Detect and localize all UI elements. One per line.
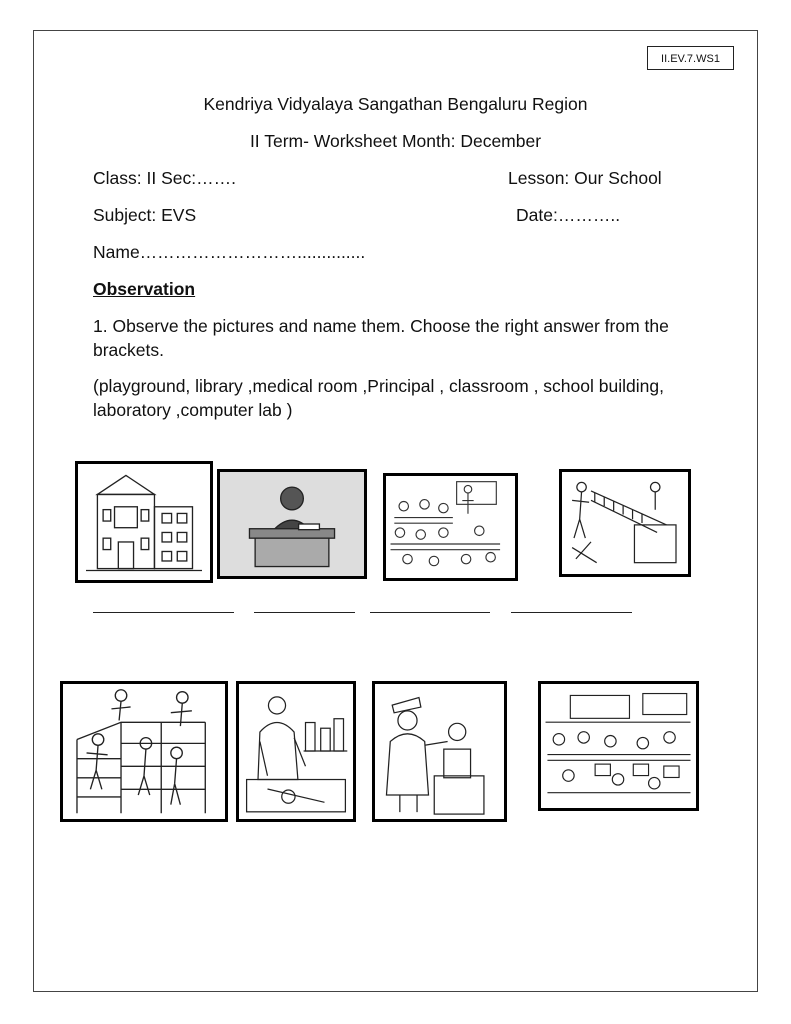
term-title: II Term- Worksheet Month: December [249, 131, 542, 151]
lesson-field: Lesson: Our School [508, 168, 662, 188]
laboratory-picture [236, 681, 356, 822]
question-text: 1. Observe the pictures and name them. Choose the right answer from the brackets. [93, 316, 669, 360]
section-heading: Observation [93, 279, 196, 299]
answer-blank-1[interactable] [93, 612, 234, 613]
school-building-picture [75, 461, 213, 583]
org-title: Kendriya Vidyalaya Sangathan Bengaluru Region [203, 94, 588, 114]
library-picture [559, 469, 691, 577]
class-field: Class: II Sec:……. [93, 168, 236, 188]
classroom-picture [383, 473, 518, 581]
question-options: (playground, library ,medical room ,Principal , classroom , school building, laboratory ,computer lab ) [93, 376, 664, 420]
answer-blank-3[interactable] [370, 612, 490, 613]
answer-blank-2[interactable] [254, 612, 355, 613]
name-field: Name……………………….............. [93, 242, 366, 262]
subject-field: Subject: EVS [93, 205, 197, 225]
date-field: Date:……….. [516, 205, 621, 225]
answer-blank-4[interactable] [511, 612, 632, 613]
playground-picture [60, 681, 228, 822]
medical-room-picture [372, 681, 507, 822]
principal-picture [217, 469, 367, 579]
computer-lab-picture [538, 681, 699, 811]
worksheet-code: II.EV.7.WS1 [647, 46, 734, 70]
